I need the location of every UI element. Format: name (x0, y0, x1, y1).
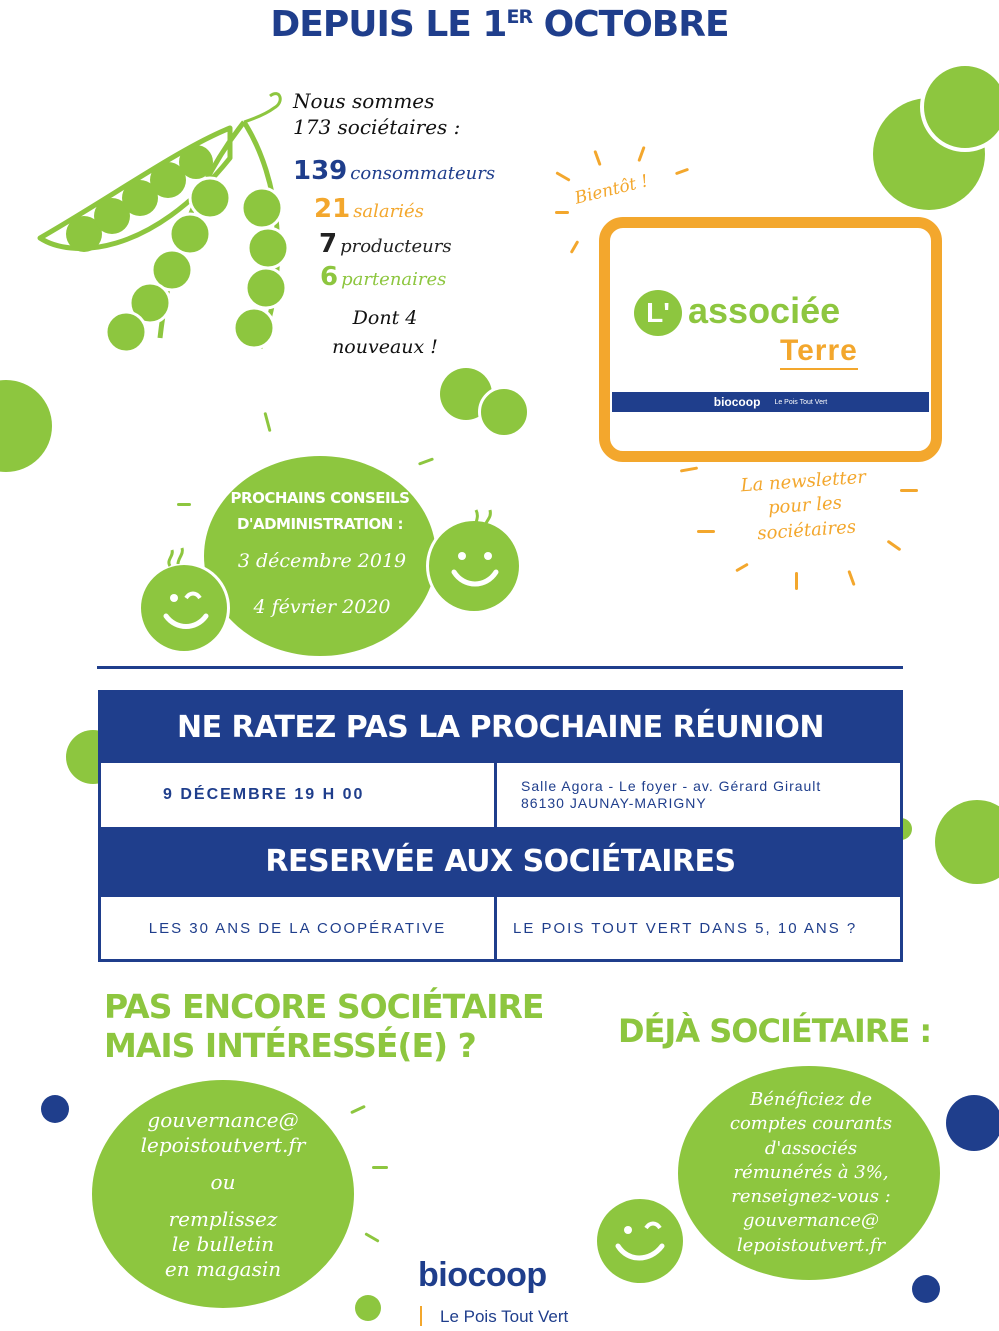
meeting-heading: NE RATEZ PAS LA PROCHAINE RÉUNION (101, 693, 900, 763)
reserved-heading: RESERVÉE AUX SOCIÉTAIRES (101, 827, 900, 897)
stat-employees: 21 salariés (314, 194, 424, 224)
smiley-face-icon (152, 540, 218, 640)
footer-brand-logo: biocoop (418, 1256, 547, 1294)
newsletter-logo-terre: Terre (780, 334, 858, 370)
soon-label: Bientôt ! (572, 171, 651, 209)
members-intro: Nous sommes 173 sociétaires : (293, 89, 461, 139)
newsletter-logo-badge: L' (634, 290, 682, 336)
section-divider (97, 666, 903, 669)
ray-decoration (887, 540, 902, 552)
page-title: DEPUIS LE 1ER OCTOBRE (270, 4, 729, 45)
ray-decoration (735, 563, 749, 573)
meeting-date: 9 DÉCEMBRE 19 H 00 (163, 786, 365, 803)
topic-2: LE POIS TOUT VERT DANS 5, 10 ANS ? (513, 919, 858, 937)
stat-producers: 7 producteurs (319, 229, 452, 259)
meeting-table (98, 690, 903, 962)
pea-decoration (946, 1095, 999, 1151)
ray-decoration (263, 412, 271, 432)
board-date-2: 4 février 2020 (253, 596, 391, 618)
ray-decoration (680, 466, 698, 472)
ray-decoration (350, 1105, 366, 1114)
ray-decoration (177, 503, 191, 506)
ray-decoration (364, 1232, 379, 1243)
pea-decoration (355, 1295, 381, 1321)
ray-decoration (637, 146, 645, 162)
pea-decoration (935, 800, 999, 884)
topic-1: LES 30 ANS DE LA COOPÉRATIVE (148, 919, 447, 937)
board-heading: PROCHAINS CONSEILS D'ADMINISTRATION : (230, 489, 410, 533)
footer-store-name: Le Pois Tout Vert (440, 1307, 569, 1326)
newsletter-strip: biocoop Le Pois Tout Vert (612, 392, 929, 412)
ray-decoration (418, 457, 434, 465)
ray-decoration (675, 168, 689, 176)
newsletter-caption: La newsletter pour les sociétaires (739, 466, 867, 544)
smiley-face-icon (600, 1206, 680, 1282)
pea-decoration (41, 1095, 69, 1123)
not-member-contact: gouvernance@ lepoistoutvert.fr ou remplissez le bulletin en magasin (140, 1108, 306, 1281)
stat-consumers: 139 consommateurs (293, 156, 496, 186)
ray-decoration (372, 1166, 388, 1169)
pea-decoration (478, 386, 530, 438)
footer-divider (420, 1306, 422, 1326)
ray-decoration (795, 572, 798, 590)
pea-pod-icon (30, 88, 300, 368)
newsletter-logo-name: associée (688, 290, 841, 331)
stat-partners: 6 partenaires (320, 262, 447, 292)
ray-decoration (900, 489, 918, 492)
member-heading: DÉJÀ SOCIÉTAIRE : (618, 1012, 932, 1050)
ray-decoration (697, 530, 715, 533)
ray-decoration (570, 240, 580, 254)
pea-decoration (0, 380, 52, 472)
not-member-heading: PAS ENCORE SOCIÉTAIRE MAIS INTÉRESSÉ(E) ? (104, 987, 544, 1065)
ray-decoration (555, 171, 570, 182)
ray-decoration (555, 211, 569, 214)
smiley-face-icon (434, 500, 518, 610)
board-date-1: 3 décembre 2019 (237, 550, 407, 572)
meeting-place: Salle Agora - Le foyer - av. Gérard Girault 86130 JAUNAY-MARIGNY (521, 778, 822, 811)
newsletter-logo-frame (599, 217, 942, 462)
pea-decoration (912, 1275, 940, 1303)
member-info: Bénéficiez de comptes courants d'associés rémunérés à 3%, renseignez-vous : gouvernance@ lepoistoutvert.fr (729, 1089, 893, 1256)
ray-decoration (847, 570, 855, 586)
new-members-note: Dont 4 nouveaux ! (332, 307, 438, 358)
ray-decoration (593, 150, 601, 166)
